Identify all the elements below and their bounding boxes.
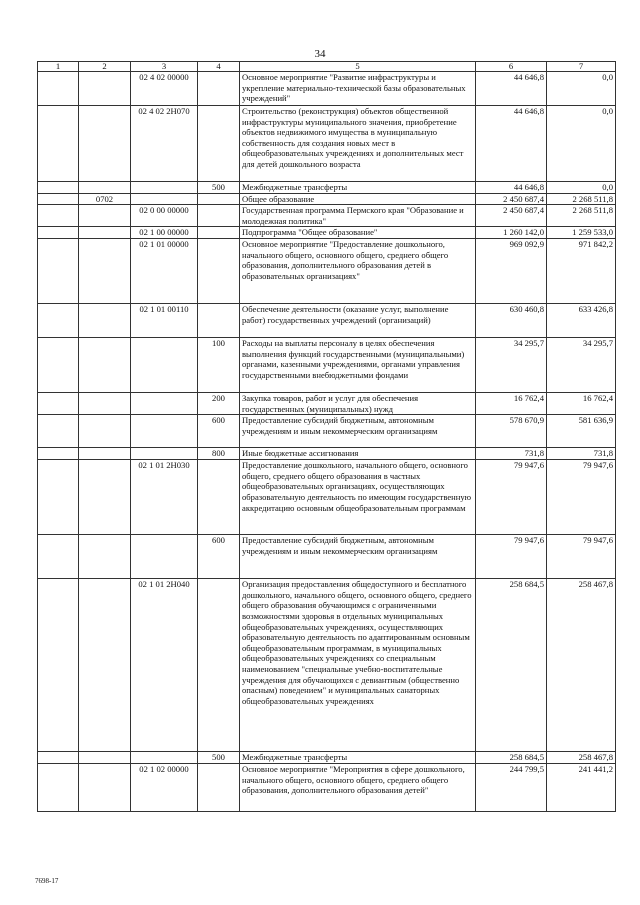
cell-c1 bbox=[38, 764, 79, 812]
col-header: 2 bbox=[79, 62, 131, 72]
page-number: 34 bbox=[314, 48, 326, 60]
cell-c4 bbox=[198, 579, 240, 752]
cell-c5: Основное мероприятие "Предоставление дошкольного, начального общего, основного общего, среднего общего образования, дополнительного образования детей в образовательных организациях" bbox=[240, 238, 476, 303]
cell-c1 bbox=[38, 337, 79, 392]
cell-c1 bbox=[38, 579, 79, 752]
cell-c7: 258 467,8 bbox=[547, 752, 616, 764]
footer-code: 7698-17 bbox=[35, 877, 59, 885]
cell-c5: Иные бюджетные ассигнования bbox=[240, 448, 476, 460]
cell-c1 bbox=[38, 205, 79, 227]
cell-c6: 44 646,8 bbox=[476, 182, 547, 194]
cell-c2 bbox=[79, 205, 131, 227]
cell-c1 bbox=[38, 752, 79, 764]
cell-c2 bbox=[79, 415, 131, 448]
table-row bbox=[38, 303, 616, 337]
cell-c6: 1 260 142,0 bbox=[476, 227, 547, 239]
table-row bbox=[38, 72, 616, 106]
cell-c2 bbox=[79, 448, 131, 460]
table-row bbox=[38, 579, 616, 752]
col-header: 5 bbox=[240, 62, 476, 72]
cell-c1 bbox=[38, 182, 79, 194]
cell-c5: Закупка товаров, работ и услуг для обеспечения государственных (муниципальных) нужд bbox=[240, 392, 476, 414]
cell-c7: 0,0 bbox=[547, 106, 616, 182]
cell-c3: 02 0 00 00000 bbox=[131, 205, 198, 227]
cell-c7: 241 441,2 bbox=[547, 764, 616, 812]
table-row bbox=[38, 392, 616, 414]
cell-c4 bbox=[198, 72, 240, 106]
cell-c4 bbox=[198, 460, 240, 535]
cell-c4: 500 bbox=[198, 752, 240, 764]
cell-c7: 79 947,6 bbox=[547, 460, 616, 535]
cell-c4: 500 bbox=[198, 182, 240, 194]
cell-c5: Обеспечение деятельности (оказание услуг, выполнение работ) государственных учреждений (организаций) bbox=[240, 303, 476, 337]
cell-c3 bbox=[131, 193, 198, 205]
cell-c4: 800 bbox=[198, 448, 240, 460]
cell-c7: 79 947,6 bbox=[547, 535, 616, 579]
cell-c7: 258 467,8 bbox=[547, 579, 616, 752]
cell-c2 bbox=[79, 752, 131, 764]
cell-c2 bbox=[79, 460, 131, 535]
cell-c7: 971 842,2 bbox=[547, 238, 616, 303]
cell-c2 bbox=[79, 303, 131, 337]
cell-c1 bbox=[38, 193, 79, 205]
cell-c7: 1 259 533,0 bbox=[547, 227, 616, 239]
cell-c5: Государственная программа Пермского края "Образование и молодежная политика" bbox=[240, 205, 476, 227]
cell-c5: Общее образование bbox=[240, 193, 476, 205]
cell-c2 bbox=[79, 106, 131, 182]
cell-c3: 02 1 01 00000 bbox=[131, 238, 198, 303]
cell-c2 bbox=[79, 238, 131, 303]
cell-c2 bbox=[79, 392, 131, 414]
cell-c2: 0702 bbox=[79, 193, 131, 205]
cell-c3 bbox=[131, 448, 198, 460]
cell-c4 bbox=[198, 205, 240, 227]
cell-c4 bbox=[198, 106, 240, 182]
cell-c5: Организация предоставления общедоступного и бесплатного дошкольного, начального общего, основного общего, среднего общего образования обучающимся с ограниченными возможностями здоровья в отдельных муниципальных общеобразовательных учреждениях, осуществляющих образовательную деятельность по адаптированным основным общеобразовательным программам, в муниципальных общеобразовательных учреждениях со специальным наименованием "специальные учебно-воспитательные учреждения для обучающихся с девиантным (общественно опасным) поведением" и муниципальных санаторных общеобразовательных учреждениях bbox=[240, 579, 476, 752]
table-row bbox=[38, 205, 616, 227]
cell-c7: 633 426,8 bbox=[547, 303, 616, 337]
cell-c1 bbox=[38, 238, 79, 303]
cell-c2 bbox=[79, 72, 131, 106]
cell-c5: Основное мероприятие "Мероприятия в сфере дошкольного, начального общего, основного общего, среднего общего образования, дополнительного образования детей" bbox=[240, 764, 476, 812]
col-header: 1 bbox=[38, 62, 79, 72]
table-row bbox=[38, 337, 616, 392]
cell-c3 bbox=[131, 182, 198, 194]
cell-c2 bbox=[79, 535, 131, 579]
cell-c6: 16 762,4 bbox=[476, 392, 547, 414]
cell-c5: Предоставление субсидий бюджетным, автономным учреждениям и иным некоммерческим организациям bbox=[240, 535, 476, 579]
col-header: 3 bbox=[131, 62, 198, 72]
cell-c7: 34 295,7 bbox=[547, 337, 616, 392]
cell-c6: 2 450 687,4 bbox=[476, 205, 547, 227]
cell-c6: 79 947,6 bbox=[476, 460, 547, 535]
cell-c6: 578 670,9 bbox=[476, 415, 547, 448]
table-row bbox=[38, 752, 616, 764]
cell-c5: Подпрограмма "Общее образование" bbox=[240, 227, 476, 239]
cell-c7: 581 636,9 bbox=[547, 415, 616, 448]
table-row bbox=[38, 415, 616, 448]
cell-c4 bbox=[198, 193, 240, 205]
cell-c1 bbox=[38, 535, 79, 579]
cell-c4 bbox=[198, 303, 240, 337]
cell-c1 bbox=[38, 392, 79, 414]
cell-c5: Расходы на выплаты персоналу в целях обеспечения выполнения функций государственными (муниципальными) органами, казенными учреждениями, органами управления государственными внебюджетными фондами bbox=[240, 337, 476, 392]
cell-c6: 258 684,5 bbox=[476, 579, 547, 752]
table-row bbox=[38, 193, 616, 205]
cell-c3 bbox=[131, 392, 198, 414]
cell-c5: Строительство (реконструкция) объектов общественной инфраструктуры муниципального значения, приобретение объектов недвижимого имущества в муниципальную собственность для создания новых мест в общеобразовательных учреждениях и дополнительных мест для детей дошкольного возраста bbox=[240, 106, 476, 182]
cell-c2 bbox=[79, 182, 131, 194]
cell-c4 bbox=[198, 238, 240, 303]
cell-c5: Межбюджетные трансферты bbox=[240, 182, 476, 194]
cell-c1 bbox=[38, 460, 79, 535]
cell-c3 bbox=[131, 752, 198, 764]
cell-c4 bbox=[198, 764, 240, 812]
cell-c7: 0,0 bbox=[547, 72, 616, 106]
cell-c2 bbox=[79, 764, 131, 812]
cell-c5: Межбюджетные трансферты bbox=[240, 752, 476, 764]
cell-c3: 02 1 00 00000 bbox=[131, 227, 198, 239]
cell-c7: 2 268 511,8 bbox=[547, 205, 616, 227]
table-row bbox=[38, 106, 616, 182]
cell-c6: 2 450 687,4 bbox=[476, 193, 547, 205]
cell-c3: 02 4 02 00000 bbox=[131, 72, 198, 106]
cell-c4: 600 bbox=[198, 535, 240, 579]
cell-c7: 731,8 bbox=[547, 448, 616, 460]
cell-c5: Предоставление субсидий бюджетным, автономным учреждениям и иным некоммерческим организациям bbox=[240, 415, 476, 448]
cell-c1 bbox=[38, 227, 79, 239]
cell-c6: 44 646,8 bbox=[476, 72, 547, 106]
table-row bbox=[38, 460, 616, 535]
cell-c6: 79 947,6 bbox=[476, 535, 547, 579]
cell-c3 bbox=[131, 415, 198, 448]
cell-c2 bbox=[79, 227, 131, 239]
cell-c7: 2 268 511,8 bbox=[547, 193, 616, 205]
table-row bbox=[38, 238, 616, 303]
cell-c1 bbox=[38, 106, 79, 182]
budget-table bbox=[37, 61, 616, 812]
cell-c3 bbox=[131, 535, 198, 579]
cell-c4: 600 bbox=[198, 415, 240, 448]
cell-c1 bbox=[38, 72, 79, 106]
cell-c3: 02 1 02 00000 bbox=[131, 764, 198, 812]
cell-c3: 02 1 01 2Н030 bbox=[131, 460, 198, 535]
cell-c4 bbox=[198, 227, 240, 239]
cell-c1 bbox=[38, 448, 79, 460]
cell-c2 bbox=[79, 337, 131, 392]
col-header: 6 bbox=[476, 62, 547, 72]
cell-c6: 244 799,5 bbox=[476, 764, 547, 812]
col-header: 4 bbox=[198, 62, 240, 72]
cell-c3: 02 1 01 2Н040 bbox=[131, 579, 198, 752]
cell-c6: 969 092,9 bbox=[476, 238, 547, 303]
cell-c5: Предоставление дошкольного, начального общего, основного общего, среднего общего образования в частных общеобразовательных организациях, осуществляющих образовательную деятельность по имеющим государственную аккредитацию основным общеобразовательным программам bbox=[240, 460, 476, 535]
cell-c6: 34 295,7 bbox=[476, 337, 547, 392]
cell-c7: 0,0 bbox=[547, 182, 616, 194]
table-row bbox=[38, 764, 616, 812]
cell-c1 bbox=[38, 415, 79, 448]
cell-c5: Основное мероприятие "Развитие инфраструктуры и укрепление материально-технической базы образовательных учреждений" bbox=[240, 72, 476, 106]
cell-c4: 100 bbox=[198, 337, 240, 392]
cell-c4: 200 bbox=[198, 392, 240, 414]
col-header: 7 bbox=[547, 62, 616, 72]
cell-c6: 258 684,5 bbox=[476, 752, 547, 764]
cell-c2 bbox=[79, 579, 131, 752]
cell-c6: 44 646,8 bbox=[476, 106, 547, 182]
cell-c7: 16 762,4 bbox=[547, 392, 616, 414]
cell-c3 bbox=[131, 337, 198, 392]
table-row bbox=[38, 535, 616, 579]
table-row bbox=[38, 448, 616, 460]
cell-c6: 630 460,8 bbox=[476, 303, 547, 337]
cell-c1 bbox=[38, 303, 79, 337]
header-row bbox=[38, 62, 616, 72]
table-row bbox=[38, 182, 616, 194]
cell-c6: 731,8 bbox=[476, 448, 547, 460]
cell-c3: 02 1 01 00110 bbox=[131, 303, 198, 337]
cell-c3: 02 4 02 2Н070 bbox=[131, 106, 198, 182]
table-row bbox=[38, 227, 616, 239]
